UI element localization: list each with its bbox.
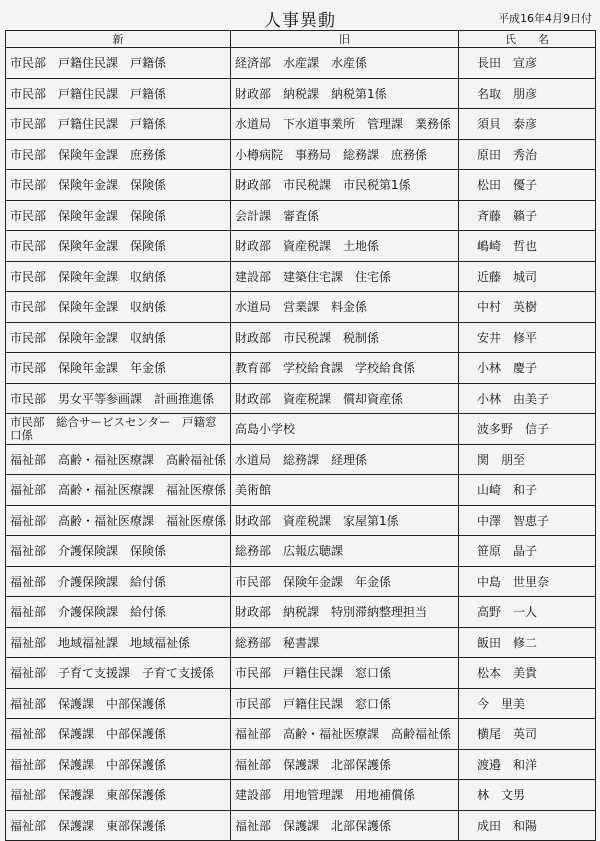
table-row [6,200,596,231]
table-row [6,292,596,323]
employee-name-cell: 松本 美貴 [459,658,596,689]
employee-name-cell: 中島 世里奈 [459,566,596,597]
previous-assignment-cell: 教育部 学校給食課 学校給食係 [231,353,459,384]
previous-assignment-cell: 高島小学校 [231,414,459,445]
previous-assignment-cell: 財政部 納税課 特別滞納整理担当 [231,597,459,628]
personnel-table [5,30,596,841]
new-assignment-cell: 福祉部 介護保険課 給付係 [6,566,231,597]
new-assignment-cell: 福祉部 保護課 東部保護係 [6,780,231,811]
employee-name-cell: 笹原 晶子 [459,536,596,567]
header-new: 新 [6,31,231,48]
header-name: 氏 名 [459,31,596,48]
table-row [6,414,596,445]
table-row [6,566,596,597]
new-assignment-cell: 福祉部 高齢・福祉医療課 福祉医療係 [6,475,231,506]
new-assignment-cell: 市民部 男女平等参画課 計画推進係 [6,383,231,414]
previous-assignment-cell: 総務部 秘書課 [231,627,459,658]
new-assignment-cell: 市民部 保険年金課 収納係 [6,292,231,323]
table-row [6,810,596,841]
previous-assignment-cell: 小樽病院 事務局 総務課 庶務係 [231,139,459,170]
employee-name-cell: 松田 優子 [459,170,596,201]
employee-name-cell: 今 里美 [459,688,596,719]
new-assignment-cell: 市民部 保険年金課 年金係 [6,353,231,384]
table-row [6,109,596,140]
table-row [6,261,596,292]
employee-name-cell: 名取 朋彦 [459,78,596,109]
employee-name-cell: 高野 一人 [459,597,596,628]
employee-name-cell: 安井 修平 [459,322,596,353]
new-assignment-cell: 市民部 保険年金課 庶務係 [6,139,231,170]
new-assignment-cell: 市民部 保険年金課 収納係 [6,322,231,353]
employee-name-cell: 長田 宣彦 [459,48,596,79]
employee-name-cell: 嶋崎 哲也 [459,231,596,262]
employee-name-cell: 飯田 修二 [459,627,596,658]
table-header-row [6,31,596,48]
previous-assignment-cell: 財政部 市民税課 税制係 [231,322,459,353]
new-assignment-cell: 市民部 保険年金課 保険係 [6,200,231,231]
previous-assignment-cell: 福祉部 保護課 北部保護係 [231,749,459,780]
previous-assignment-cell: 水道局 下水道事業所 管理課 業務係 [231,109,459,140]
table-row [6,48,596,79]
previous-assignment-cell: 市民部 戸籍住民課 窓口係 [231,688,459,719]
document-date: 平成16年4月9日付 [498,12,592,25]
previous-assignment-cell: 水道局 営業課 料金係 [231,292,459,323]
previous-assignment-cell: 福祉部 高齢・福祉医療課 高齢福祉係 [231,719,459,750]
new-assignment-cell: 市民部 保険年金課 収納係 [6,261,231,292]
previous-assignment-cell: 経済部 水産課 水産係 [231,48,459,79]
previous-assignment-cell: 建設部 用地管理課 用地補償係 [231,780,459,811]
previous-assignment-cell: 福祉部 保護課 北部保護係 [231,810,459,841]
previous-assignment-cell: 水道局 総務課 経理係 [231,444,459,475]
table-row [6,231,596,262]
header-old: 旧 [231,31,459,48]
employee-name-cell: 関 朋至 [459,444,596,475]
new-assignment-cell: 福祉部 地域福祉課 地域福祉係 [6,627,231,658]
table-row [6,536,596,567]
employee-name-cell: 成田 和陽 [459,810,596,841]
employee-name-cell: 山崎 和子 [459,475,596,506]
table-row [6,597,596,628]
employee-name-cell: 小林 慶子 [459,353,596,384]
employee-name-cell: 渡邉 和洋 [459,749,596,780]
employee-name-cell: 須貝 泰彦 [459,109,596,140]
table-row [6,78,596,109]
table-row [6,719,596,750]
new-assignment-cell: 市民部 総合サービスセンター 戸籍窓口係 [6,414,231,445]
new-assignment-cell: 市民部 保険年金課 保険係 [6,231,231,262]
new-assignment-cell: 市民部 戸籍住民課 戸籍係 [6,48,231,79]
previous-assignment-cell: 財政部 資産税課 家屋第1係 [231,505,459,536]
table-row [6,505,596,536]
previous-assignment-cell: 財政部 資産税課 土地係 [231,231,459,262]
table-row [6,749,596,780]
table-body [6,48,596,841]
employee-name-cell: 近藤 城司 [459,261,596,292]
new-assignment-cell: 福祉部 高齢・福祉医療課 福祉医療係 [6,505,231,536]
employee-name-cell: 小林 由美子 [459,383,596,414]
new-assignment-cell: 福祉部 保護課 中部保護係 [6,749,231,780]
new-assignment-cell: 福祉部 保護課 中部保護係 [6,688,231,719]
previous-assignment-cell: 会計課 審査係 [231,200,459,231]
new-assignment-cell: 福祉部 保護課 東部保護係 [6,810,231,841]
employee-name-cell: 横尾 英司 [459,719,596,750]
new-assignment-cell: 福祉部 高齢・福祉医療課 高齢福祉係 [6,444,231,475]
employee-name-cell: 中澤 智恵子 [459,505,596,536]
table-row [6,139,596,170]
new-assignment-cell: 福祉部 介護保険課 給付係 [6,597,231,628]
employee-name-cell: 原田 秀治 [459,139,596,170]
employee-name-cell: 林 文男 [459,780,596,811]
new-assignment-cell: 市民部 戸籍住民課 戸籍係 [6,109,231,140]
table-row [6,780,596,811]
employee-name-cell: 中村 英樹 [459,292,596,323]
previous-assignment-cell: 市民部 保険年金課 年金係 [231,566,459,597]
table-row [6,383,596,414]
new-assignment-cell: 市民部 保険年金課 保険係 [6,170,231,201]
table-row [6,627,596,658]
document-title: 人事異動 [264,11,336,31]
previous-assignment-cell: 市民部 戸籍住民課 窓口係 [231,658,459,689]
table-row [6,658,596,689]
table-row [6,170,596,201]
previous-assignment-cell: 総務部 広報広聴課 [231,536,459,567]
table-row [6,353,596,384]
previous-assignment-cell: 美術館 [231,475,459,506]
new-assignment-cell: 福祉部 子育て支援課 子育て支援係 [6,658,231,689]
previous-assignment-cell: 財政部 市民税課 市民税第1係 [231,170,459,201]
new-assignment-cell: 福祉部 介護保険課 保険係 [6,536,231,567]
previous-assignment-cell: 財政部 資産税課 償却資産係 [231,383,459,414]
new-assignment-cell: 市民部 戸籍住民課 戸籍係 [6,78,231,109]
employee-name-cell: 波多野 信子 [459,414,596,445]
new-assignment-cell: 福祉部 保護課 中部保護係 [6,719,231,750]
table-row [6,444,596,475]
employee-name-cell: 斉藤 籟子 [459,200,596,231]
table-row [6,688,596,719]
table-row [6,322,596,353]
previous-assignment-cell: 財政部 納税課 納税第1係 [231,78,459,109]
table-row [6,475,596,506]
previous-assignment-cell: 建設部 建築住宅課 住宅係 [231,261,459,292]
